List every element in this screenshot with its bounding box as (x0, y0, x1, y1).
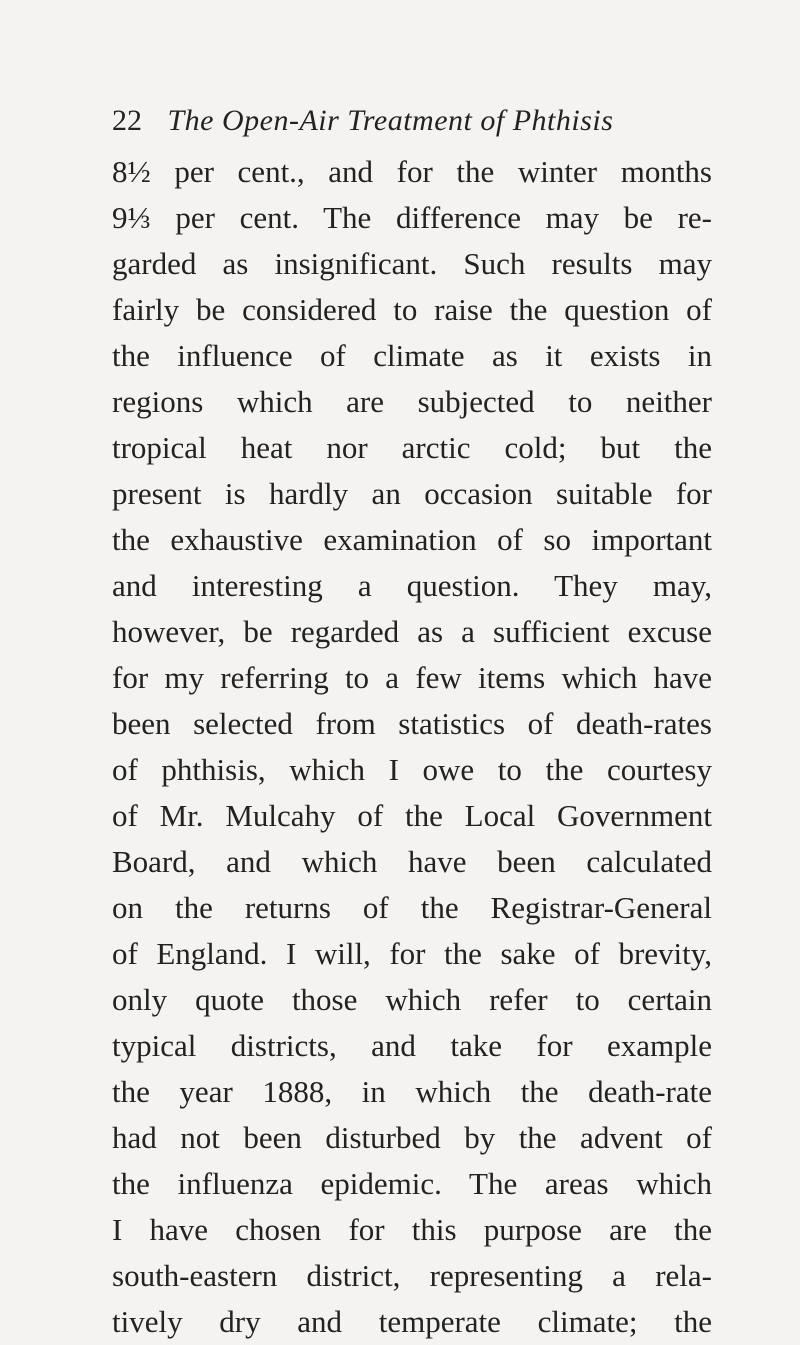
text-line: garded as insignificant. Such results may (112, 246, 712, 281)
body-text (112, 149, 712, 1345)
text-line: only quote those which refer to certain (112, 982, 712, 1017)
text-line: 9⅓ per cent. The difference may be re- (112, 200, 712, 235)
text-line: on the returns of the Registrar-General (112, 890, 712, 925)
text-line: 8½ per cent., and for the winter months (112, 154, 712, 189)
text-line: south-eastern district, representing a rela- (112, 1258, 712, 1293)
page-number: 22 (112, 104, 142, 137)
text-line: tropical heat nor arctic cold; but the (112, 430, 712, 465)
text-line: the influence of climate as it exists in (112, 338, 712, 373)
text-line: the year 1888, in which the death-rate (112, 1074, 712, 1109)
text-line: tively dry and temperate climate; the (112, 1304, 712, 1339)
text-line: however, be regarded as a sufficient excuse (112, 614, 712, 649)
text-line: Board, and which have been calculated (112, 844, 712, 879)
text-line: of England. I will, for the sake of brevity, (112, 936, 712, 971)
text-line: of phthisis, which I owe to the courtesy (112, 752, 712, 787)
text-line: present is hardly an occasion suitable for (112, 476, 712, 511)
text-line: for my referring to a few items which have (112, 660, 712, 695)
text-line: fairly be considered to raise the question of (112, 292, 712, 327)
text-line: regions which are subjected to neither (112, 384, 712, 419)
text-line: the influenza epidemic. The areas which (112, 1166, 712, 1201)
text-line: typical districts, and take for example (112, 1028, 712, 1063)
running-title: The Open-Air Treatment of Phthisis (167, 104, 614, 137)
text-line: had not been disturbed by the advent of (112, 1120, 712, 1155)
text-line: the exhaustive examination of so important (112, 522, 712, 557)
text-line: been selected from statistics of death-rates (112, 706, 712, 741)
text-line: and interesting a question. They may, (112, 568, 712, 603)
text-line: of Mr. Mulcahy of the Local Government (112, 798, 712, 833)
text-line: I have chosen for this purpose are the (112, 1212, 712, 1247)
running-head (112, 96, 712, 146)
